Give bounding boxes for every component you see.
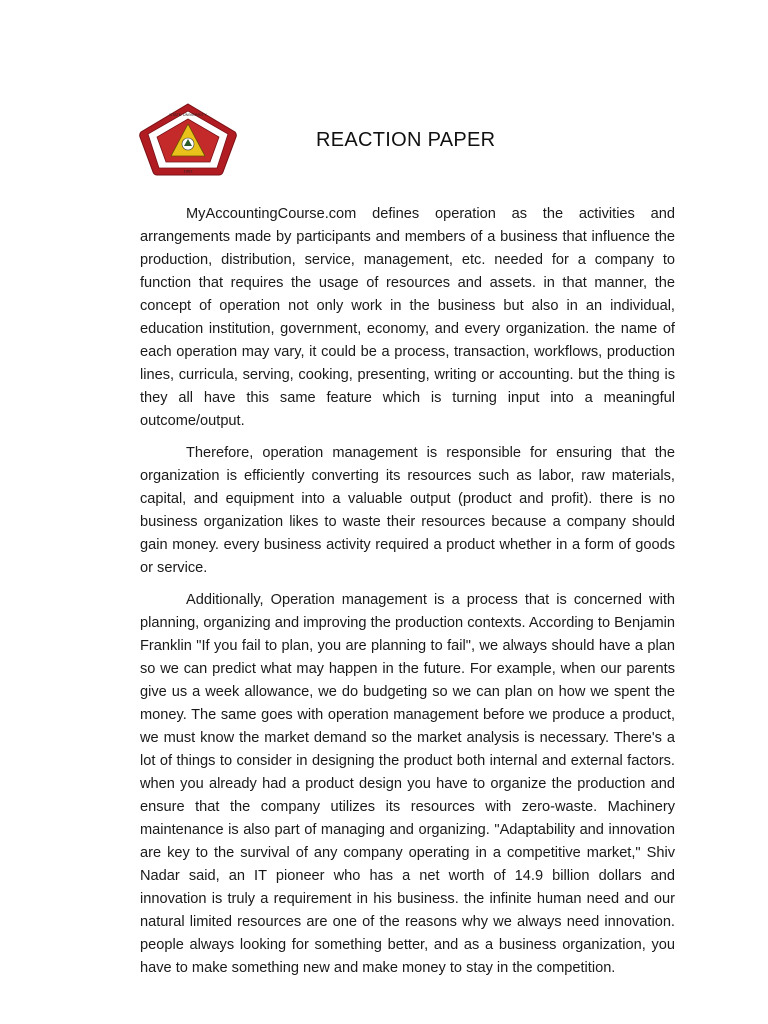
paragraph-1: MyAccountingCourse.com defines operation as the activities and arrangements made by participants and members of a business that influence the production, distribution, service, management, etc. needed for a company to function that requires the usage of resources and assets. in that manner, the concept of operation not only work in the business but also in an individual, education institution, government, economy, and every organization. the name of each operation may vary, it could be a process, transaction, workflows, production lines, curricula, serving, cooking, presenting, writing or accounting. but the thing is they all have this same feature which is turning input into a meaningful outcome/output. xyxy=(140,206,675,429)
svg-text:1902: 1902 xyxy=(183,168,193,174)
paragraph-3: Additionally, Operation management is a process that is concerned with planning, organizing and improving the production contexts. According to Benjamin Franklin "If you fail to plan, you are planning to fail", we always should have a plan so we can predict what may happen in the future. For example, when our parents give us a week allowance, we do budgeting so we can plan on how we spent the money. The same goes with operation management before we produce a product, we must know the market demand so the market analysis is necessary. There's a lot of things to consider in designing the product both internal and external factors. when you already had a product design you have to organize the production and ensure that the company utilizes its resources with zero-waste. Machinery maintenance is also part of managing and organizing. "Adaptability and innovation are key to the survival of any company operating in a competitive market," Shiv Nadar said, an IT pioneer who has a net worth of 14.9 billion dollars and innovation is truly a requirement in his business. the infinite human need and our natural limited resources are one of the reasons why we always need innovation. people always looking for something better, and as a business organization, you have to make something new and make money to stay in the competition. xyxy=(140,592,675,976)
svg-text:STATE UNIVERSITY: STATE UNIVERSITY xyxy=(169,112,207,117)
university-seal-logo xyxy=(137,102,239,178)
body-text xyxy=(140,203,675,989)
paragraph-2: Therefore, operation management is responsible for ensuring that the organization is efficiently converting its resources such as labor, raw materials, capital, and equipment into a valuable output (product and profit). there is no business organization likes to waste their resources because a company should gain money. every business activity required a product whether in a form of goods or service. xyxy=(140,445,675,576)
page-title: REACTION PAPER xyxy=(316,129,496,151)
